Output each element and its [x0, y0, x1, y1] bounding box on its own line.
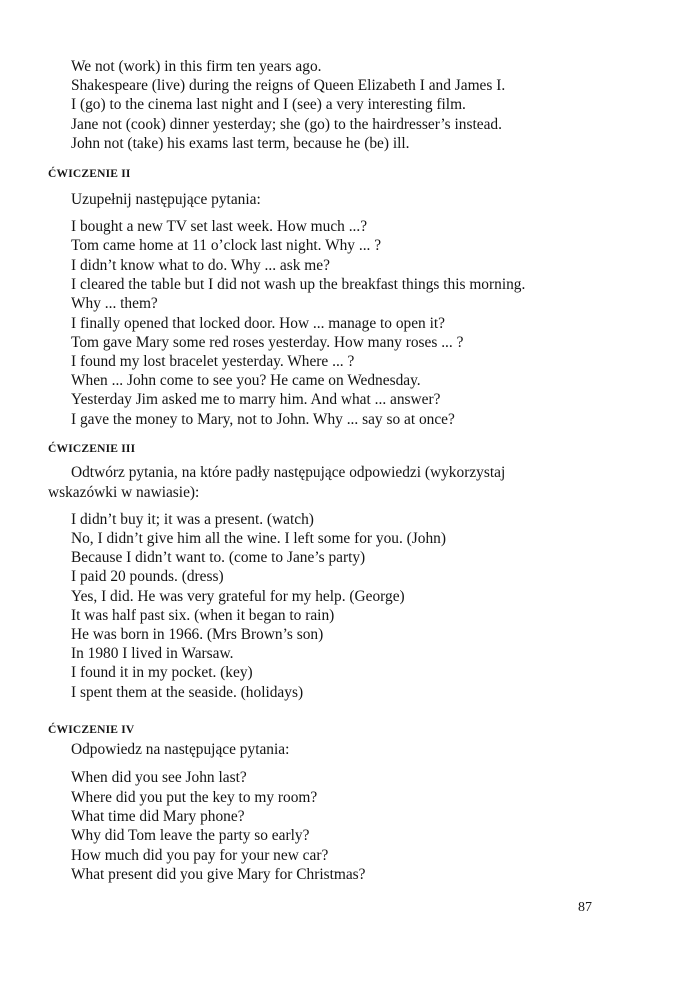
list-item-continuation: Why ... them?: [71, 295, 158, 312]
exercise-3-instruction: Odtwórz pytania, na które padły następujące odpowiedzi (wykorzystaj: [71, 464, 506, 481]
exercise-4-heading: ĆWICZENIE IV: [48, 724, 135, 736]
textbook-page: We not (work) in this firm ten years ago. Shakespeare (live) during the reigns of Queen Elizabeth I and James I. I (go) to the cinema last night and I (see) a very interesting film. Jane not (cook) dinner yesterday; she (go) to the hairdresser’s instead. John not (take) his exams last term, because he (be) ill. ĆWICZENIE II Uzupełnij następujące pytania: I bought a new TV set last week. How much ...? Tom came home at 11 o’clock last night. Why ... ? I didn’t know what to do. Why ... ask me? I cleared the table but I did not wash up the breakfast things this morning. Why ... them? I finally opened that locked door. How ... manage to open it? Tom gave Mary some red roses yesterday. How many roses ... ? I found my lost bracelet yesterday. Where ... ? When ... John come to see you? He came on Wednesday. Yesterday Jim asked me to marry him. And what ... answer? I gave the money to Mary, not to John. Why ... say so at once? ĆWICZENIE III Odtwórz pytania, na które padły następujące odpowiedzi (wykorzystaj wskazówki w nawiasie): I didn’t buy it; it was a present. (watch) No, I didn’t give him all the wine. I left some for you. (John) Because I didn’t want to. (come to Jane’s party) I paid 20 pounds. (dress) Yes, I did. He was very grateful for my help. (George) It was half past six. (when it began to rain) He was born in 1966. (Mrs Brown’s son) In 1980 I lived in Warsaw. I found it in my pocket. (key) I spent them at the seaside. (holidays) ĆWICZENIE IV Odpowiedz na następujące pytania: When did you see John last? Where did you put the key to my room? What time did Mary phone? Why did Tom leave the party so early? How much did you pay for your new car? What present did you give Mary for Christmas? 87: [48, 58, 592, 915]
exercise-2-heading: ĆWICZENIE II: [48, 168, 131, 180]
page-number: 87: [578, 900, 592, 915]
exercise-3-heading: ĆWICZENIE III: [48, 443, 136, 455]
exercise-4-instruction: Odpowiedz na następujące pytania:: [71, 741, 290, 758]
exercise-2-instruction: Uzupełnij następujące pytania:: [71, 191, 261, 208]
exercise-3-instruction-cont: wskazówki w nawiasie):: [48, 484, 200, 501]
